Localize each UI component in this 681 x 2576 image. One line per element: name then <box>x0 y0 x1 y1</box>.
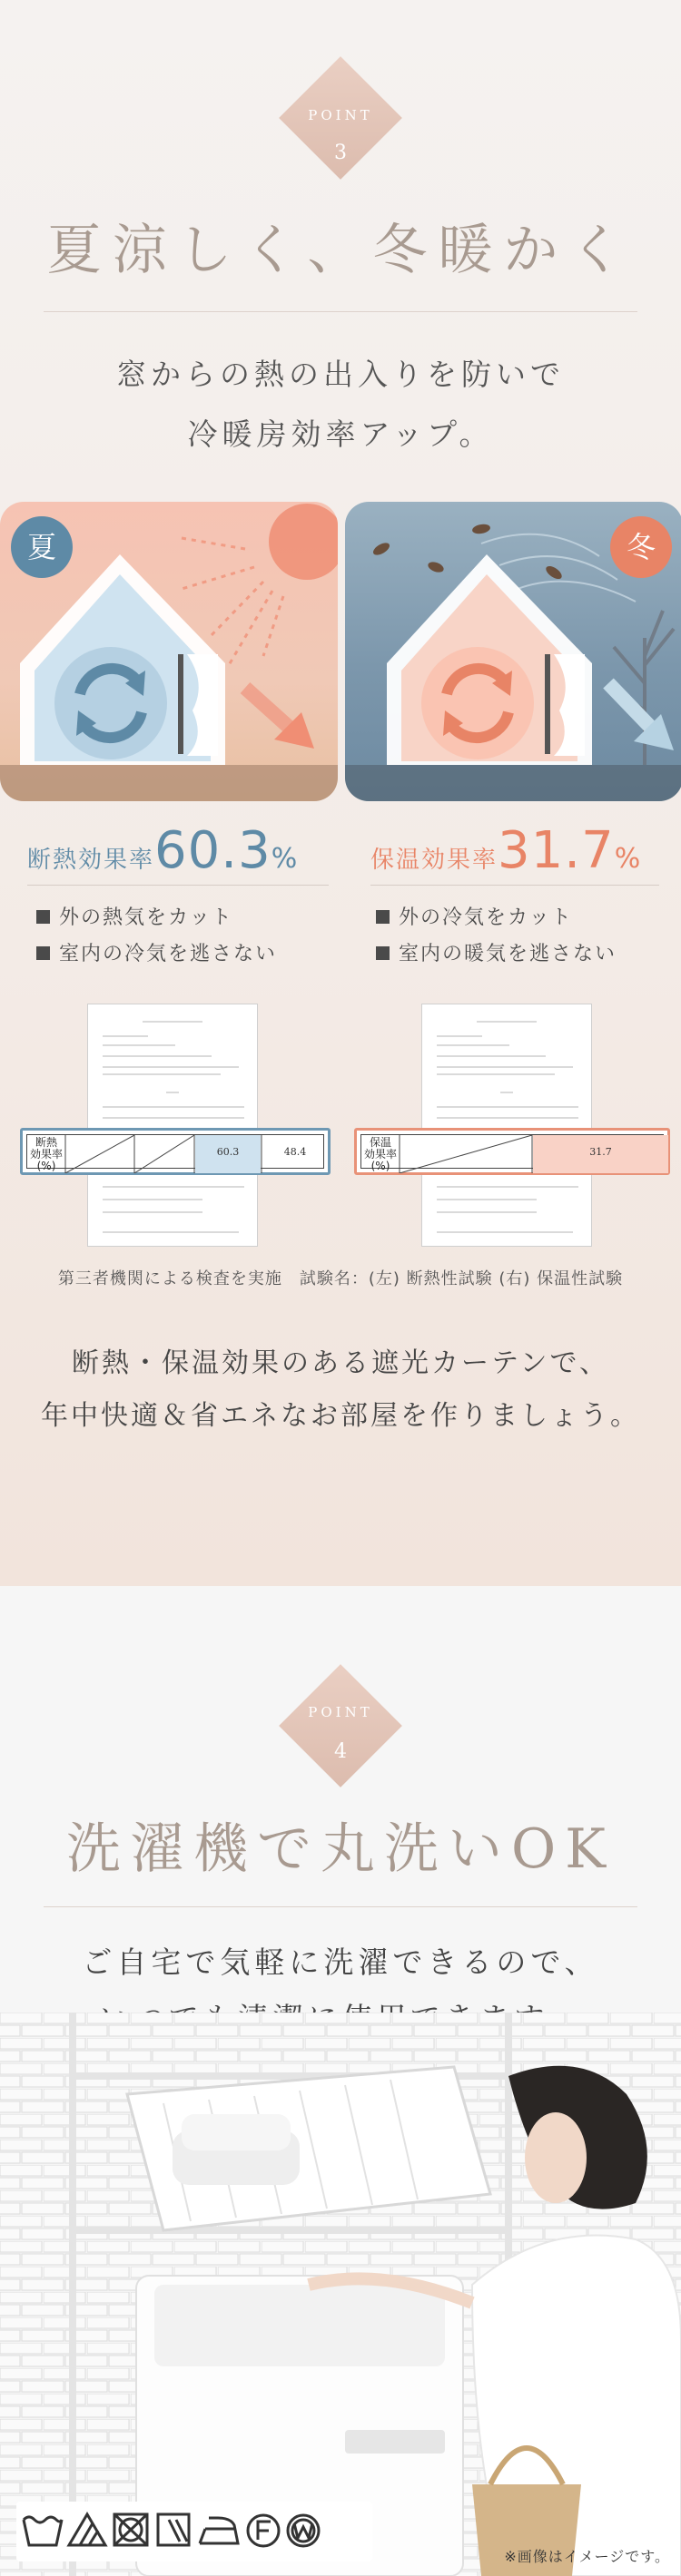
point4-divider <box>44 1906 637 1907</box>
line-dry-icon <box>158 2514 189 2545</box>
summer-table-label-3: (%) <box>36 1160 56 1172</box>
winter-divider <box>370 885 659 886</box>
laundry-photo <box>0 2013 681 2576</box>
point3-divider <box>44 311 637 312</box>
summer-table-label-2: 効果率 <box>29 1148 63 1161</box>
winter-table-label-2: 効果率 <box>363 1148 397 1161</box>
no-tumble-dry-icon <box>114 2514 147 2545</box>
list-item: 外の熱気をカット <box>36 900 277 936</box>
summer-efficiency-value: 60.3 <box>154 821 271 880</box>
point3-subtitle-line1: 窓からの熱の出入りを防いで <box>116 357 565 392</box>
winter-efficiency-label: 保温効果率 <box>370 847 498 874</box>
summer-efficiency-unit: % <box>271 843 298 875</box>
winter-table-value: 31.7 <box>589 1146 612 1158</box>
summer-divider <box>27 885 329 886</box>
point4-number: 4 <box>334 1740 347 1763</box>
summer-table-label-1: 断熱 <box>35 1136 57 1149</box>
point3-label: POINT <box>308 107 373 123</box>
winter-efficiency-unit: % <box>614 843 641 875</box>
winter-table-label-3: (%) <box>370 1160 390 1172</box>
summer-table-value: 60.3 <box>216 1146 240 1158</box>
point3-body-line1: 断熱・保温効果のある遮光カーテンで、 <box>72 1347 609 1379</box>
winter-test-report <box>421 1004 592 1247</box>
list-item: 室内の暖気を逃さない <box>376 936 617 973</box>
point3-body-line2: 年中快適＆省エネなお部屋を作りましょう。 <box>41 1400 640 1432</box>
winter-result-table <box>354 1128 670 1175</box>
wash-tub-icon <box>24 2517 62 2545</box>
dry-clean-f-icon <box>248 2515 279 2546</box>
winter-illustration-card <box>345 502 681 801</box>
list-item: 室内の冷気を逃さない <box>36 936 277 973</box>
summer-efficiency-label: 断熱効果率 <box>27 847 155 874</box>
point4-label: POINT <box>308 1704 373 1720</box>
summer-table-value-2: 48.4 <box>283 1146 307 1158</box>
bleach-triangle-icon <box>69 2514 105 2545</box>
list-item: 外の冷気をカット <box>376 900 617 936</box>
point4-title: 洗濯機で丸洗いOK <box>65 1817 615 1881</box>
point4-subtitle-line1: ご自宅で気軽に洗濯できるので、 <box>82 1944 599 1980</box>
winter-efficiency-value: 31.7 <box>498 821 615 880</box>
wet-clean-w-icon <box>288 2515 319 2546</box>
point3-title: 夏涼しく、冬暖かく <box>46 219 635 282</box>
summer-badge: 夏 <box>11 516 73 578</box>
winter-table-label-1: 保温 <box>369 1136 391 1149</box>
summer-bullets <box>36 900 277 973</box>
laundry-scene-illustration <box>0 2013 681 2576</box>
image-note: ※画像はイメージです。 <box>504 2548 670 2565</box>
summer-test-report <box>87 1004 258 1247</box>
winter-bullets <box>376 900 617 973</box>
winter-badge: 冬 <box>610 516 672 578</box>
point3-number: 3 <box>334 142 347 164</box>
summer-efficiency <box>27 821 298 880</box>
winter-efficiency <box>370 821 641 880</box>
care-label-strip <box>16 2502 372 2561</box>
iron-icon <box>200 2518 238 2543</box>
summer-illustration-card <box>0 502 338 801</box>
point3-subtitle-line2: 冷暖房効率アップ。 <box>187 416 494 452</box>
point3-body <box>0 1337 681 1443</box>
test-caption: 第三者機関による検査を実施 試験名：(左) 断熱性試験 (右) 保温性試験 <box>57 1269 624 1288</box>
summer-result-table <box>20 1128 331 1175</box>
